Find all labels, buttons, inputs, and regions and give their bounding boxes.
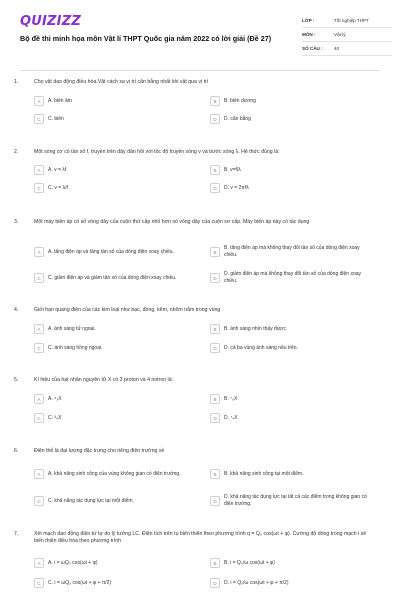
meta-value: Vật lý: [334, 32, 346, 37]
option-d[interactable]: [210, 269, 374, 287]
option-letter: D: [210, 496, 220, 506]
question-stem: Giới hạn quang điện của các kim loại như bạc, đồng, kẽm, nhôm nằm trong vùng: [34, 307, 221, 313]
question-number: 4.: [14, 307, 19, 313]
option-c[interactable]: [34, 182, 198, 194]
option-b[interactable]: [210, 323, 374, 335]
question-number: 2.: [14, 149, 19, 155]
option-text: B. khả năng sinh công tại một điểm.: [224, 470, 304, 477]
option-letter: C: [34, 413, 44, 423]
header-divider: [20, 70, 380, 71]
option-c[interactable]: [34, 113, 198, 125]
meta-row-count: [302, 42, 392, 56]
option-a[interactable]: [34, 323, 198, 335]
question-stem: Một sóng cơ có tần số f, truyền trên dây đàn hồi với tốc độ truyền sóng v và bước sóng λ. Hệ thức đúng là:: [34, 149, 280, 155]
option-text: C. ánh sáng hồng ngoại.: [48, 344, 103, 351]
option-text: B. i = Q₀/ω cos(ωt + φ): [224, 559, 275, 566]
option-letter: B: [210, 558, 220, 568]
question-stem: Xét mạch dao động điện từ tự do lý tưởng LC. Điện tích trên tụ biến thiên theo phương trình q = Q₀ cos(ωt + φ). Cường độ dòng trong mạch i sẽ biến thiên điều hòa theo phương trình: [34, 531, 367, 545]
option-letter: A: [34, 469, 44, 479]
option-b[interactable]: [210, 95, 374, 107]
option-c[interactable]: [34, 577, 198, 589]
option-text: A. khả năng sinh công của vùng không gian có điện trường.: [48, 470, 181, 477]
question-stem: Điện thế là đại lượng đặc trưng cho riêng điện trường về: [34, 448, 165, 454]
worksheet-header: [12, 10, 388, 68]
option-text: B. ⁷₃X: [224, 395, 238, 402]
option-letter: D: [210, 114, 220, 124]
option-letter: C: [34, 114, 44, 124]
option-c[interactable]: [34, 342, 198, 354]
option-text: C. giảm điện áp và giảm tần số của dòng điện xoay chiều.: [48, 274, 177, 281]
option-text: D. cân bằng: [224, 115, 251, 122]
option-letter: D: [210, 413, 220, 423]
quizizz-logo: QUIZIZZ: [20, 14, 81, 29]
question-stem: Cho vật dao động điều hòa.Vật cách xa vị trí cân bằng nhất khi vật qua vị trí: [34, 79, 209, 85]
option-text: B. tăng điện áp mà không thay đổi tần số của dòng điện xoay chiều.: [224, 245, 360, 258]
option-d[interactable]: [210, 492, 374, 510]
option-letter: A: [34, 247, 44, 257]
option-letter: A: [34, 394, 44, 404]
option-a[interactable]: [34, 557, 198, 569]
meta-label: MÔN :: [302, 32, 316, 37]
option-c[interactable]: [34, 492, 198, 510]
option-text: D. v = 2πfλ: [224, 184, 249, 191]
option-text: C. biên: [48, 115, 64, 122]
option-text: B. ánh sáng nhìn thấy được.: [224, 325, 288, 332]
option-letter: A: [34, 324, 44, 334]
option-text: A. v = λf: [48, 166, 67, 173]
option-text: A. i = ωQ₀ cos(ωt + φ): [48, 559, 98, 566]
meta-row-class: [302, 14, 392, 28]
option-letter: B: [210, 469, 220, 479]
option-a[interactable]: [34, 164, 198, 176]
option-a[interactable]: [34, 95, 198, 107]
option-b[interactable]: [210, 243, 374, 261]
option-text: A. ánh sáng tử ngoại.: [48, 325, 96, 332]
option-text: D. ⁷₄X: [224, 414, 238, 421]
option-letter: A: [34, 558, 44, 568]
option-letter: B: [210, 394, 220, 404]
question-number: 5.: [14, 377, 19, 383]
option-letter: B: [210, 324, 220, 334]
option-letter: C: [34, 273, 44, 283]
option-letter: C: [34, 343, 44, 353]
option-d[interactable]: [210, 342, 374, 354]
option-text: C. i = ωQ₀ cos(ωt + φ + π/2): [48, 579, 112, 586]
option-text: D. giảm điện áp mà không thay đổi tần số của dòng điện xoay chiều.: [224, 271, 362, 284]
option-b[interactable]: [210, 465, 374, 483]
option-text: D. cả ba vùng ánh sáng nêu trên.: [224, 344, 298, 351]
option-a[interactable]: [34, 243, 198, 261]
option-text: C. ³₄X: [48, 414, 62, 421]
meta-table: [302, 14, 392, 56]
option-text: C. v = λ/f: [48, 184, 68, 191]
meta-label: LỚP :: [302, 18, 315, 23]
meta-label: SỐ CÂU :: [302, 46, 323, 51]
option-c[interactable]: [34, 269, 198, 287]
option-letter: D: [210, 578, 220, 588]
document-title: Bộ đề thi minh họa môn Vật lí THPT Quốc gia năm 2022 có lời giải (Đề 27): [20, 34, 272, 43]
option-d[interactable]: [210, 412, 374, 424]
option-letter: C: [34, 496, 44, 506]
option-text: D. khả năng tác dụng lực tại tất cả các điểm trong không gian có điện trường.: [224, 494, 367, 507]
meta-value: Tốt nghiệp THPT: [334, 18, 369, 23]
question-stem: Kí hiệu của hạt nhân nguyên tử X có 3 proton và 4 notron là:: [34, 377, 174, 383]
option-text: A. biên âm: [48, 97, 72, 104]
option-d[interactable]: [210, 182, 374, 194]
question-stem: Một máy biến áp có số vòng dây của cuộn thứ cấp nhỏ hơn số vòng dây của cuộn sơ cấp. Máy biến áp này có tác dụng: [34, 219, 310, 225]
question-number: 7.: [14, 531, 19, 537]
option-text: B. v=f/λ: [224, 166, 241, 173]
meta-row-subject: [302, 28, 392, 42]
option-letter: B: [210, 165, 220, 175]
option-a[interactable]: [34, 393, 198, 405]
option-c[interactable]: [34, 412, 198, 424]
option-d[interactable]: [210, 113, 374, 125]
option-b[interactable]: [210, 393, 374, 405]
option-letter: B: [210, 247, 220, 257]
option-letter: D: [210, 183, 220, 193]
option-text: A. tăng điện áp và tăng tần số của dòng điện xoay chiều.: [48, 248, 174, 255]
option-letter: A: [34, 165, 44, 175]
question-number: 3.: [14, 219, 19, 225]
option-letter: C: [34, 578, 44, 588]
option-a[interactable]: [34, 465, 198, 483]
option-text: C. khả năng tác dụng lực tại một điểm.: [48, 497, 134, 504]
meta-value: 40: [334, 46, 340, 51]
option-letter: B: [210, 96, 220, 106]
option-d[interactable]: [210, 577, 374, 589]
question-number: 1.: [14, 79, 19, 85]
question-number: 6.: [14, 448, 19, 454]
option-text: D. i = Q₀/ω cos(ωt + φ + π/2): [224, 579, 289, 586]
option-letter: D: [210, 273, 220, 283]
option-text: A. ⁴₃X: [48, 395, 62, 402]
option-b[interactable]: [210, 164, 374, 176]
option-letter: D: [210, 343, 220, 353]
option-letter: A: [34, 96, 44, 106]
option-b[interactable]: [210, 557, 374, 569]
option-text: B. biên dương: [224, 97, 256, 104]
option-letter: C: [34, 183, 44, 193]
